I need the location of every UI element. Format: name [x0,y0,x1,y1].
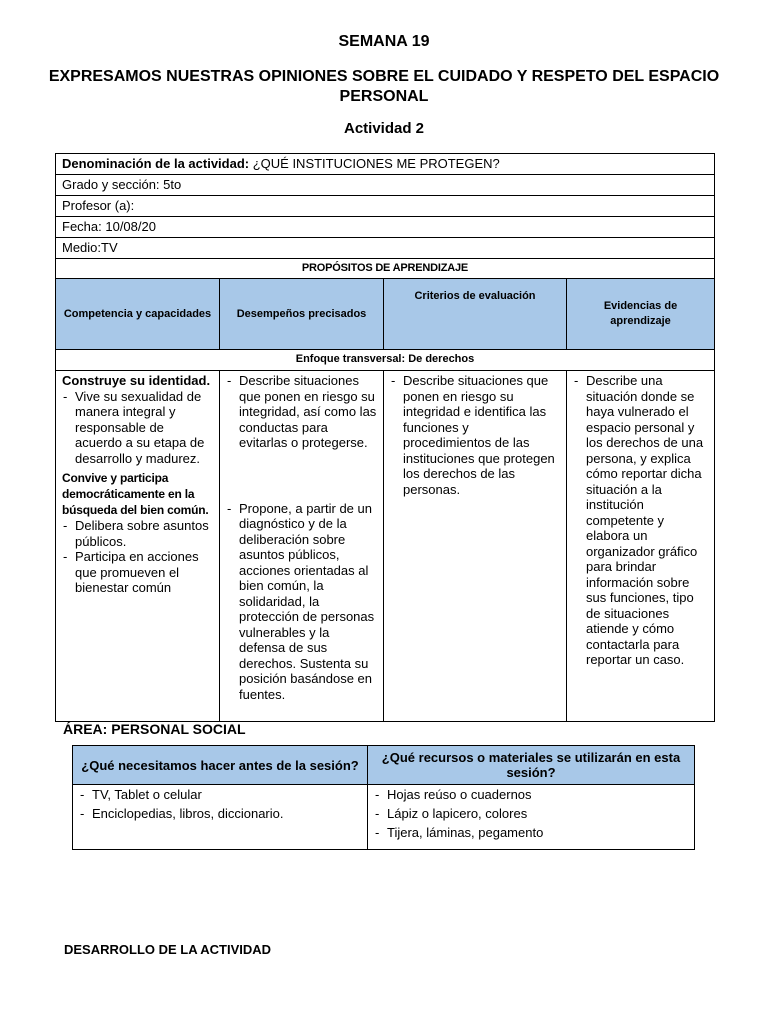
header-performance: Desempeños precisados [220,279,384,350]
competence-1-title: Construye su identidad. [62,373,211,388]
medium-cell: Medio:TV [56,238,715,259]
resources-before-cell [73,785,368,850]
competence-2-title: Convive y participa democráticamente en la búsqueda del bien común. [62,471,209,517]
criteria-cell [384,371,567,722]
activity-table [55,153,715,722]
transversal-approach: Enfoque transversal: De derechos [56,350,715,371]
denomination-label: Denominación de la actividad: [62,156,250,171]
denomination-value: ¿QUÉ INSTITUCIONES ME PROTEGEN? [249,156,500,171]
purposes-title: PROPÓSITOS DE APRENDIZAJE [56,259,715,279]
date-cell: Fecha: 10/08/20 [56,217,715,238]
performance-cell [220,371,384,722]
before-item: - TV, Tablet o celular [79,785,361,804]
week-title: SEMANA 19 [338,33,430,50]
performance-item: - Propone, a partir de un diagnóstico y de la deliberación sobre asuntos públicos, acciones orientadas al bien común, la solidaridad, la protección de personas vulnerables y la defensa de sus derechos. Sustenta su posición basándose en fuentes. [226,501,377,703]
before-item: - Enciclopedias, libros, diccionario. [79,804,361,823]
criteria-item: - Describe situaciones que ponen en riesgo su integridad e identifica las funciones y procedimientos de las instituciones que protegen los derechos de las personas. [390,373,560,497]
competence-cell [56,371,220,722]
denomination-cell [56,154,715,175]
competence-2-item: - Delibera sobre asuntos públicos. [62,518,213,549]
resources-table [72,745,695,850]
header-criteria: Criterios de evaluación [384,279,567,350]
material-item: - Tijera, láminas, pegamento [374,823,688,842]
denomination-row [56,154,715,175]
teacher-cell: Profesor (a): [56,196,715,217]
resources-header-before: ¿Qué necesitamos hacer antes de la sesión? [73,746,368,785]
development-title: DESARROLLO DE LA ACTIVIDAD [64,942,272,957]
material-item: - Hojas reúso o cuadernos [374,785,688,804]
header-competence: Competencia y capacidades [56,279,220,350]
activity-title: Actividad 2 [343,120,425,137]
performance-item: - Describe situaciones que ponen en riesgo su integridad, así como las conductas para evitarlas o protegerse. [226,373,377,451]
evidence-item: - Describe una situación donde se haya vulnerado el espacio personal y los derechos de una persona, y explica cómo reportar dicha situación a la institución competente y elabora un organizador gráfico para brindar información sobre sus funciones, tipo de situaciones atiende y cómo contactarla para reportar un caso. [573,373,708,668]
page-title: EXPRESAMOS NUESTRAS OPINIONES SOBRE EL CUIDADO Y RESPETO DEL ESPACIO PERSONAL [48,68,720,105]
resources-header-materials: ¿Qué recursos o materiales se utilizarán en esta sesión? [368,746,695,785]
area-title: ÁREA: PERSONAL SOCIAL [63,721,246,737]
competence-2-item: - Participa en acciones que promueven el bienestar común [62,549,213,596]
competence-1-item: - Vive su sexualidad de manera integral y responsable de acuerdo a su etapa de desarrollo y madurez. [62,389,213,467]
purposes-body-row [56,371,715,722]
purposes-header-row [56,279,715,350]
header-evidence: Evidencias de aprendizaje [567,279,715,350]
evidence-cell [567,371,715,722]
resources-materials-cell [368,785,695,850]
grade-cell: Grado y sección: 5to [56,175,715,196]
material-item: - Lápiz o lapicero, colores [374,804,688,823]
